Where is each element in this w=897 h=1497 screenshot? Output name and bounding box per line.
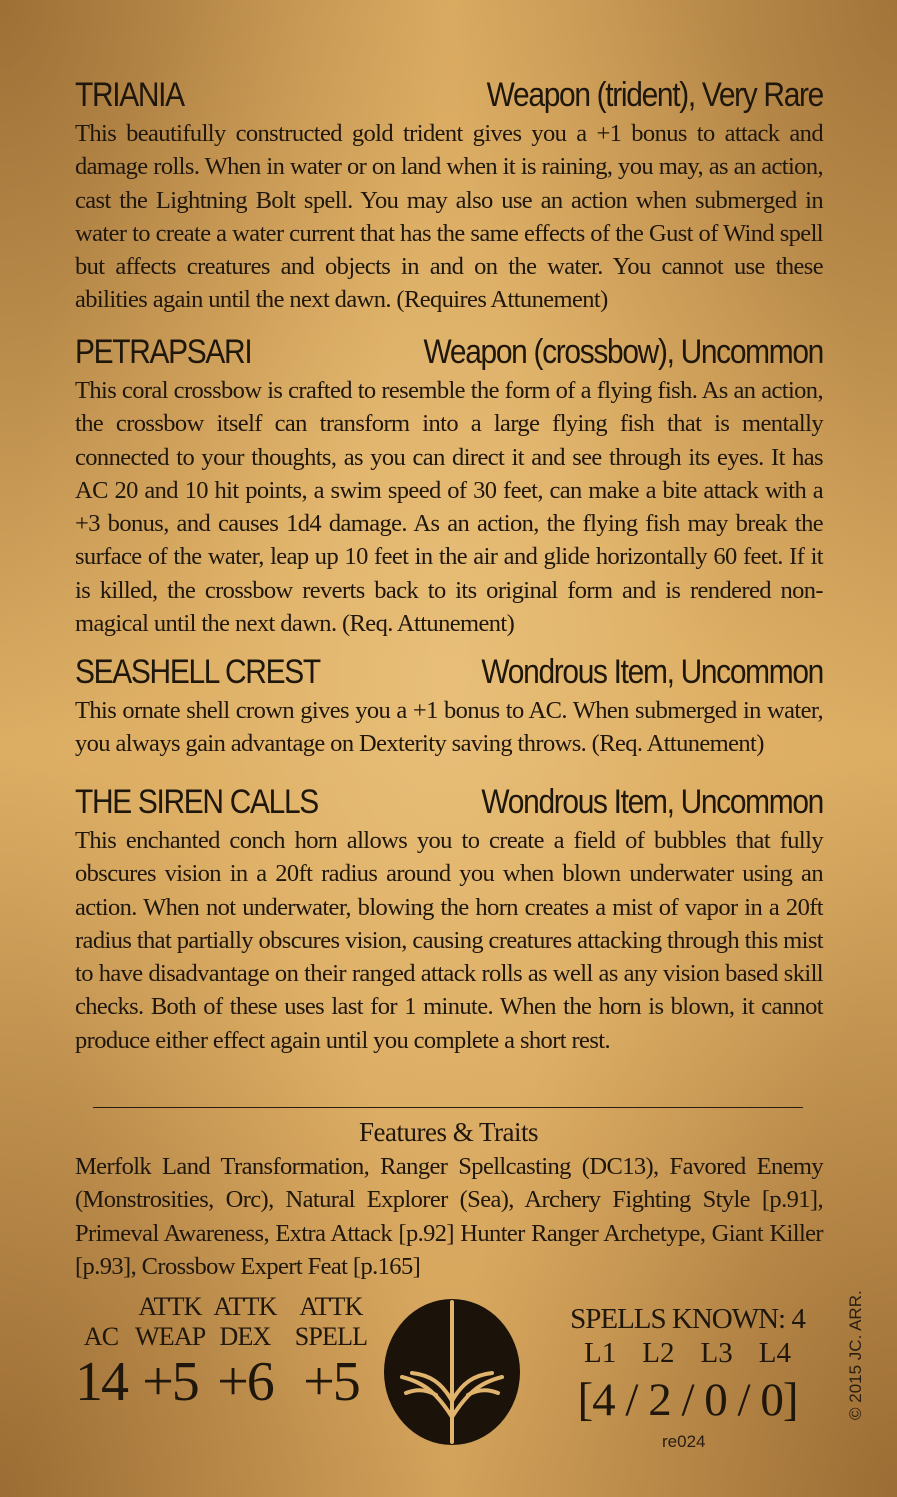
stat-label: WEAP — [135, 1322, 206, 1351]
item-name: PETRAPSARI — [75, 333, 252, 371]
item-triania — [75, 75, 823, 317]
card-code: re024 — [662, 1432, 706, 1451]
section-divider — [93, 1107, 803, 1108]
features-text: Merfolk Land Transformation, Ranger Spellcasting (DC13), Favored Enemy (Monstrosities, Orc), Natural Explorer (Sea), Archery Fighting Style [p.91], Primeval Awareness, Extra Attack [p.92] Hunter Ranger Archetype, Giant Killer [p.93], Crossbow Expert Feat [p.165] — [75, 1153, 823, 1280]
item-type: Weapon (crossbow), Uncommon — [423, 333, 823, 371]
stat-label: ATTK — [138, 1292, 202, 1321]
stat-value: +5 — [303, 1351, 359, 1413]
item-header — [75, 75, 823, 115]
stat-value: +5 — [142, 1351, 198, 1413]
stat-label: ATTK — [213, 1292, 277, 1321]
spell-levels — [565, 1336, 810, 1370]
stat-label: DEX — [219, 1322, 271, 1351]
item-type: Wondrous Item, Uncommon — [481, 653, 823, 691]
spell-level: L1 — [584, 1337, 617, 1369]
stat-value: 14 — [75, 1351, 127, 1413]
item-description: This beautifully constructed gold trident gives you a +1 bonus to attack and damage rolls. When in water or on land when it is raining, you may, as an action, cast the Lightning Bolt spell. You may also use an action when submerged in water to create a water current that has the same effects of the Gust of Wind spell but affects creatures and objects in and on the water. You cannot use these abilities again until the next dawn. (Requires Attunement) — [75, 120, 823, 314]
item-type: Weapon (trident), Very Rare — [486, 76, 823, 114]
features-title: Features & Traits — [358, 1117, 538, 1147]
item-seashell-crest — [75, 652, 823, 761]
spell-level: L2 — [642, 1337, 675, 1369]
item-header — [75, 782, 823, 822]
item-petrapsari — [75, 332, 823, 640]
copyright: © 2015 JC. ARR. — [846, 1290, 865, 1420]
item-description: This coral crossbow is crafted to resemble the form of a flying fish. As an action, the crossbow itself can transform into a large flying fish that is mentally connected to your thoughts, as you can direct it and see through its eyes. It has AC 20 and 10 hit points, a swim speed of 30 feet, can make a bite attack with a +3 bonus, and causes 1d4 damage. As an action, the flying fish may break the surface of the water, leap up 10 feet in the air and glide horizontally 60 feet. If it is killed, the crossbow reverts back to its original form and is rendered non-magical until the next dawn. (Req. Attunement) — [75, 377, 823, 638]
spell-slots: [4 / 2 / 0 / 0] — [577, 1374, 798, 1426]
item-header — [75, 332, 823, 372]
item-name: TRIANIA — [75, 76, 184, 114]
item-type: Wondrous Item, Uncommon — [481, 783, 823, 821]
spell-level: L3 — [700, 1337, 733, 1369]
stat-label: AC — [83, 1322, 119, 1351]
stat-label: ATTK — [299, 1292, 363, 1321]
stat-attk-spell — [292, 1292, 370, 1412]
item-header — [75, 652, 823, 692]
item-name: THE SIREN CALLS — [75, 783, 318, 821]
item-the-siren-calls — [75, 782, 823, 1057]
stat-value: +6 — [217, 1351, 273, 1413]
stat-attk-weap — [135, 1292, 205, 1412]
item-description: This enchanted conch horn allows you to create a field of bubbles that fully obscures vision in a 20ft radius around you when blown underwater using an action. When not underwater, blowing the horn creates a mist of vapor in a 20ft radius that partially obscures vision, causing creatures attacking through this mist to have disadvantage on their ranged attack rolls as well as any vision based skill checks. Both of these uses last for 1 minute. When the horn is blown, it cannot produce either effect again until you complete a short rest. — [75, 827, 823, 1054]
stat-ac — [72, 1322, 130, 1412]
stat-attk-dex — [210, 1292, 280, 1412]
spells-title: SPELLS KNOWN: 4 — [570, 1303, 805, 1335]
item-name: SEASHELL CREST — [75, 653, 320, 691]
spells-known — [565, 1302, 810, 1426]
stat-label: SPELL — [294, 1322, 368, 1351]
spell-level: L4 — [758, 1337, 791, 1369]
item-description: This ornate shell crown gives you a +1 bonus to AC. When submerged in water, you always gain advantage on Dexterity saving throws. (Req. Attunement) — [75, 697, 823, 758]
trident-emblem-icon — [382, 1297, 522, 1447]
